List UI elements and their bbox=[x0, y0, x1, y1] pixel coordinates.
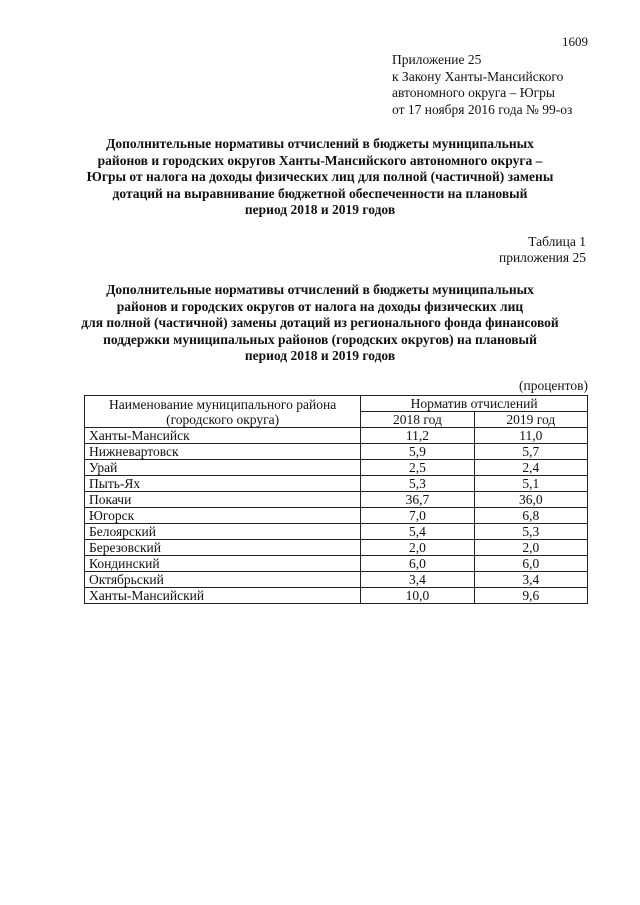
table-title-line: поддержки муниципальных районов (городских округов) на плановый bbox=[103, 331, 537, 347]
row-name-cell: Пыть-Ях bbox=[85, 476, 361, 492]
row-2018-cell: 6,0 bbox=[361, 556, 474, 572]
main-title-line: период 2018 и 2019 годов bbox=[244, 202, 396, 217]
table-row bbox=[85, 460, 588, 476]
row-2019-cell: 2,4 bbox=[474, 460, 587, 476]
table-title bbox=[60, 282, 580, 365]
row-name-cell: Урай bbox=[85, 460, 361, 476]
column-header-2019: 2019 год bbox=[474, 412, 587, 428]
row-name-cell: Югорск bbox=[85, 508, 361, 524]
row-name-cell: Нижневартовск bbox=[85, 444, 361, 460]
unit-label: (процентов) bbox=[518, 378, 588, 393]
row-2018-cell: 2,0 bbox=[361, 540, 474, 556]
row-2019-cell: 36,0 bbox=[474, 492, 587, 508]
row-2019-cell: 5,7 bbox=[474, 444, 587, 460]
row-2019-cell: 2,0 bbox=[474, 540, 587, 556]
norms-table bbox=[84, 395, 588, 604]
table-title-line: для полной (частичной) замены дотаций из регионального фонда финансовой bbox=[81, 315, 559, 330]
row-2018-cell: 5,3 bbox=[361, 476, 474, 492]
row-2019-cell: 5,3 bbox=[474, 524, 587, 540]
table-row bbox=[85, 444, 588, 460]
table-title-line: период 2018 и 2019 годов bbox=[244, 348, 396, 363]
row-2019-cell: 9,6 bbox=[474, 588, 587, 604]
row-2018-cell: 11,2 bbox=[361, 428, 474, 444]
main-title-line: районов и городских округов Ханты-Мансийского автономного округа – bbox=[97, 152, 543, 168]
table-row bbox=[85, 508, 588, 524]
row-name-cell: Белоярский bbox=[85, 524, 361, 540]
row-2019-cell: 6,0 bbox=[474, 556, 587, 572]
column-header-2018: 2018 год bbox=[361, 412, 474, 428]
row-2018-cell: 10,0 bbox=[361, 588, 474, 604]
table-row bbox=[85, 572, 588, 588]
row-name-cell: Кондинский bbox=[85, 556, 361, 572]
table-row bbox=[85, 476, 588, 492]
table-title-line: районов и городских округов от налога на доходы физических лиц bbox=[116, 298, 524, 314]
row-2018-cell: 5,4 bbox=[361, 524, 474, 540]
row-name-cell: Покачи bbox=[85, 492, 361, 508]
table-ref-line: приложения 25 bbox=[498, 250, 586, 265]
table-reference bbox=[470, 234, 586, 266]
page-number: 1609 bbox=[562, 34, 588, 49]
row-name-cell: Ханты-Мансийск bbox=[85, 428, 361, 444]
main-title-line: Дополнительные нормативы отчислений в бюджеты муниципальных bbox=[106, 136, 534, 151]
appendix-line: Приложение 25 bbox=[392, 52, 482, 67]
table-title-line: Дополнительные нормативы отчислений в бюджеты муниципальных bbox=[106, 282, 534, 297]
column-header-name bbox=[85, 396, 361, 428]
header-name-line: Наименование муниципального района bbox=[109, 396, 337, 412]
table-row bbox=[85, 540, 588, 556]
column-header-norm: Норматив отчислений bbox=[361, 396, 588, 412]
table-row bbox=[85, 588, 588, 604]
row-2019-cell: 3,4 bbox=[474, 572, 587, 588]
row-2018-cell: 36,7 bbox=[361, 492, 474, 508]
row-2018-cell: 2,5 bbox=[361, 460, 474, 476]
row-2019-cell: 6,8 bbox=[474, 508, 587, 524]
appendix-line: от 17 ноября 2016 года № 99-оз bbox=[392, 101, 573, 117]
row-2018-cell: 5,9 bbox=[361, 444, 474, 460]
row-2019-cell: 11,0 bbox=[474, 428, 587, 444]
table-row bbox=[85, 556, 588, 572]
row-name-cell: Березовский bbox=[85, 540, 361, 556]
row-name-cell: Октябрьский bbox=[85, 572, 361, 588]
row-2019-cell: 5,1 bbox=[474, 476, 587, 492]
row-name-cell: Ханты-Мансийский bbox=[85, 588, 361, 604]
main-title-line: дотаций на выравнивание бюджетной обеспеченности на плановый bbox=[112, 185, 528, 201]
header-name-line: (городского округа) bbox=[166, 411, 280, 427]
row-2018-cell: 3,4 bbox=[361, 572, 474, 588]
table-ref-line: Таблица 1 bbox=[528, 234, 586, 249]
table-row bbox=[85, 524, 588, 540]
appendix-line: к Закону Ханты-Мансийского bbox=[392, 68, 564, 84]
appendix-reference bbox=[392, 52, 602, 118]
appendix-line: автономного округа – Югры bbox=[392, 85, 555, 100]
row-2018-cell: 7,0 bbox=[361, 508, 474, 524]
main-title-line: Югры от налога на доходы физических лиц для полной (частичной) замены bbox=[86, 169, 554, 184]
main-title bbox=[60, 136, 580, 219]
table-row bbox=[85, 428, 588, 444]
table-row bbox=[85, 492, 588, 508]
